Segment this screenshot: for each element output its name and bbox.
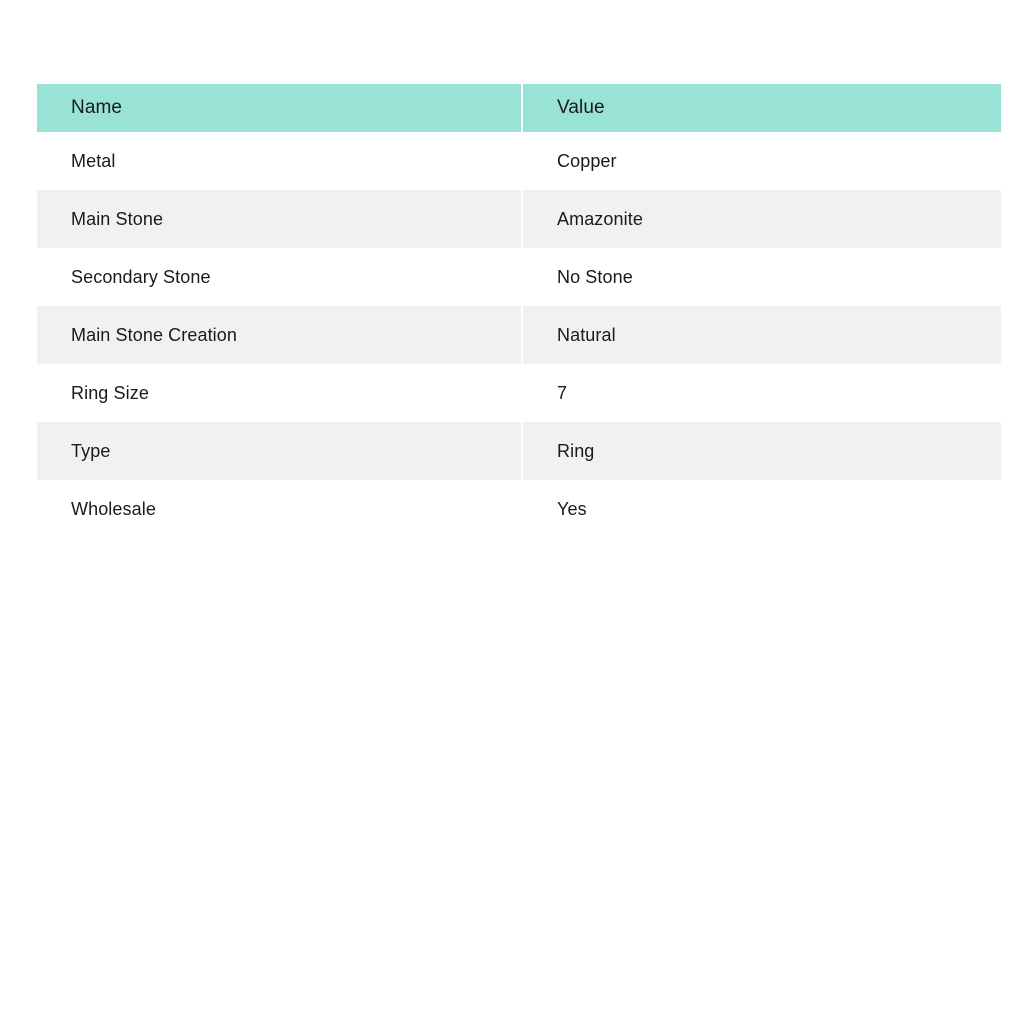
table-row bbox=[37, 306, 1001, 364]
spec-name-cell: Wholesale bbox=[37, 480, 523, 538]
spec-value-cell: Yes bbox=[557, 498, 587, 519]
spec-name-cell: Metal bbox=[37, 132, 523, 190]
table-header-row bbox=[37, 84, 1001, 132]
spec-value-cell: Natural bbox=[557, 324, 616, 345]
spec-name-cell: Secondary Stone bbox=[37, 248, 523, 306]
header-cell-name: Name bbox=[37, 84, 523, 132]
spec-name-cell: Main Stone bbox=[37, 190, 523, 248]
product-spec-table bbox=[37, 84, 1001, 538]
spec-name-cell: Ring Size bbox=[37, 364, 523, 422]
spec-value-cell: No Stone bbox=[557, 266, 633, 287]
spec-value-cell: Ring bbox=[557, 440, 595, 461]
spec-value-cell: Copper bbox=[557, 150, 617, 171]
spec-name-cell: Type bbox=[37, 422, 523, 480]
table-row bbox=[37, 480, 1001, 538]
spec-value-cell: Amazonite bbox=[557, 208, 643, 229]
table-row bbox=[37, 248, 1001, 306]
header-cell-value: Value bbox=[557, 97, 605, 118]
table-row bbox=[37, 422, 1001, 480]
table-row bbox=[37, 132, 1001, 190]
spec-name-cell: Main Stone Creation bbox=[37, 306, 523, 364]
spec-value-cell: 7 bbox=[557, 382, 568, 403]
table-row bbox=[37, 190, 1001, 248]
table-row bbox=[37, 364, 1001, 422]
table-body bbox=[37, 132, 1001, 538]
